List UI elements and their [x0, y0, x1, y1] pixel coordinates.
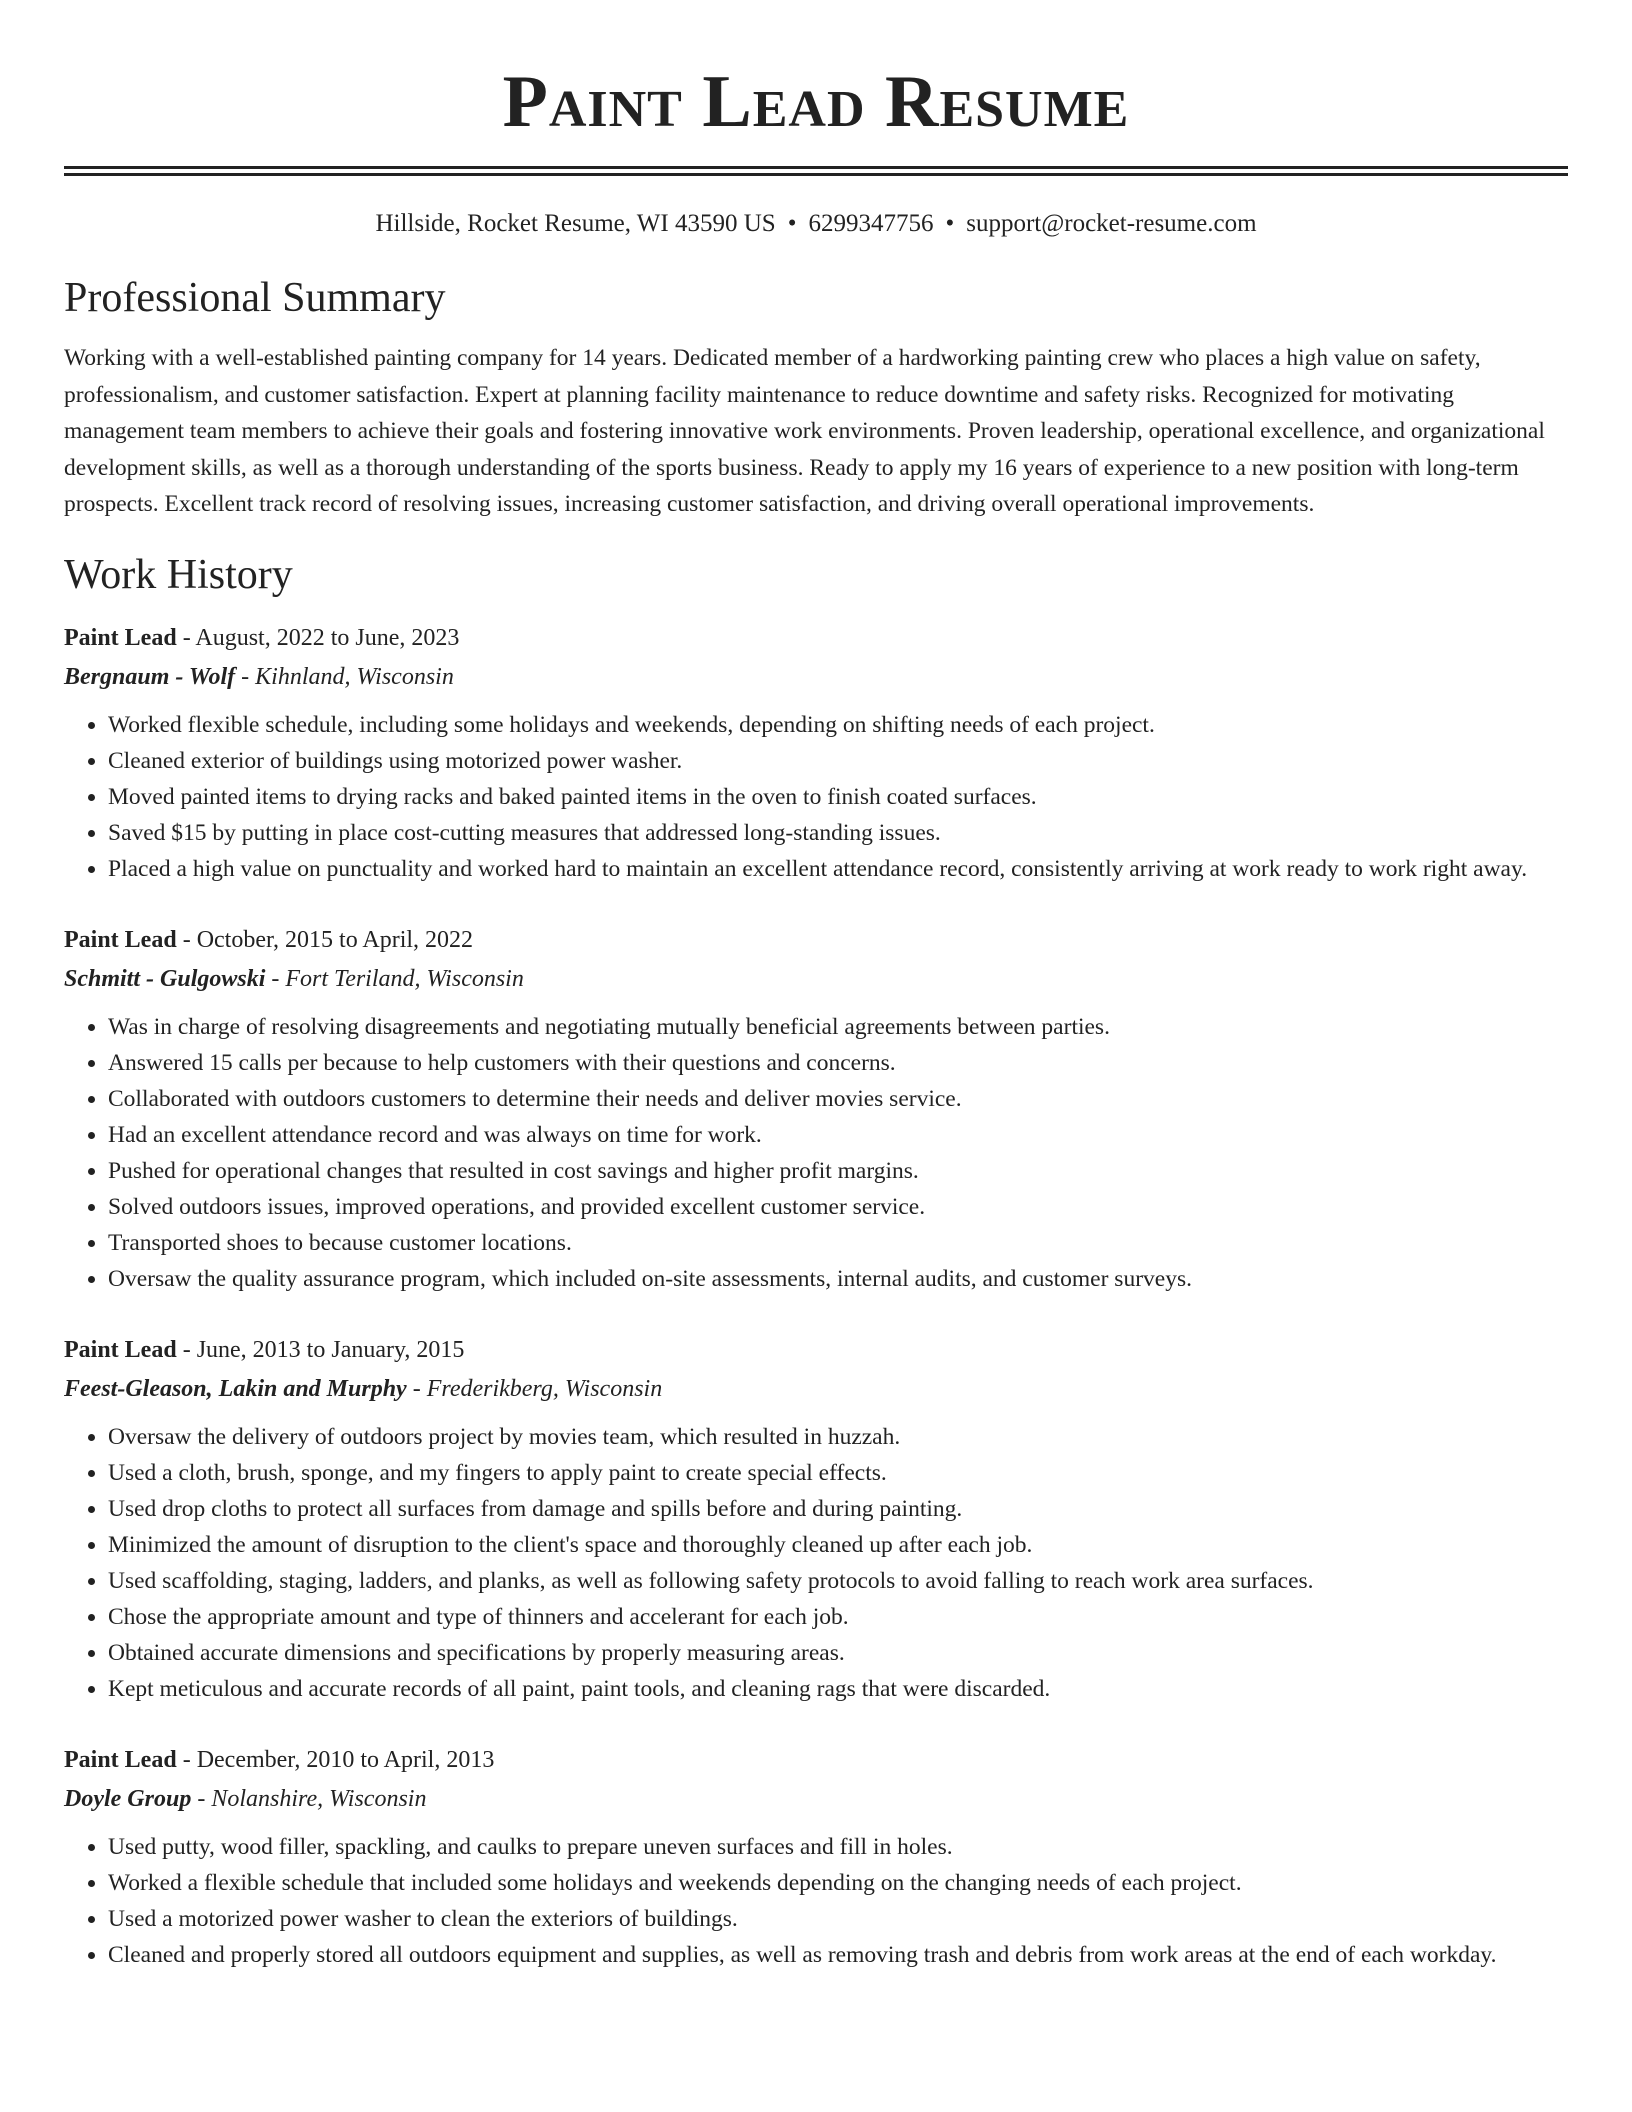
contact-separator: • [787, 210, 797, 237]
job-dash: - [191, 1785, 212, 1812]
job-bullet: • Moved painted items to drying racks and baked painted items in the oven to finish coated surfaces. [108, 779, 1568, 815]
job-location: Fort Teriland, Wisconsin [285, 965, 524, 992]
job-entry [64, 921, 1568, 1297]
job-bullet: • Used putty, wood filler, spackling, and caulks to prepare uneven surfaces and fill in holes. [108, 1829, 1568, 1865]
title-double-rule [64, 166, 1568, 176]
job-bullet: • Used drop cloths to protect all surfaces from damage and spills before and during painting. [108, 1491, 1568, 1527]
job-bullet: • Had an excellent attendance record and was always on time for work. [108, 1117, 1568, 1153]
job-bullet: • Placed a high value on punctuality and worked hard to maintain an excellent attendance record, consistently arriving at work ready to work right away. [108, 851, 1568, 887]
job-bullet: • Was in charge of resolving disagreements and negotiating mutually beneficial agreements between parties. [108, 1009, 1568, 1045]
job-title-line [64, 619, 1568, 657]
job-dash: - [176, 1336, 197, 1363]
work-history-heading: Work History [64, 551, 293, 598]
job-company-line [64, 657, 1568, 697]
job-bullet: • Saved $15 by putting in place cost-cutting measures that addressed long-standing issues. [108, 815, 1568, 851]
job-entry [64, 1741, 1568, 1973]
contact-line [64, 208, 1568, 240]
job-company: Doyle Group [64, 1785, 192, 1812]
job-entry [64, 619, 1568, 887]
job-company-line [64, 1779, 1568, 1819]
contact-separator: • [945, 210, 955, 237]
job-dash: - [406, 1375, 427, 1402]
job-location: Nolanshire, Wisconsin [211, 1785, 427, 1812]
job-bullet: • Pushed for operational changes that resulted in cost savings and higher profit margins. [108, 1153, 1568, 1189]
job-role: Paint Lead [64, 1746, 177, 1773]
contact-phone: 6299347756 [808, 210, 934, 237]
job-bullet: • Answered 15 calls per because to help customers with their questions and concerns. [108, 1045, 1568, 1081]
job-bullet: • Used a cloth, brush, sponge, and my fingers to apply paint to create special effects. [108, 1455, 1568, 1491]
job-list [64, 619, 1568, 1973]
job-bullet: • Transported shoes to because customer locations. [108, 1225, 1568, 1261]
job-role: Paint Lead [64, 1336, 177, 1363]
summary-text: Working with a well-established painting company for 14 years. Dedicated member of a hardworking painting crew who places a high value on safety, professionalism, and customer satisfaction. Expert at planning facility maintenance to reduce downtime and safety risks. Recognized for motivating management team members to achieve their goals and fostering innovative work environments. Proven leadership, operational excellence, and organizational development skills, as well as a thorough understanding of the sports business. Ready to apply my 16 years of experience to a new position with long-term prospects. Excellent track record of resolving issues, increasing customer satisfaction, and driving overall operational improvements. [64, 345, 1545, 517]
resume-title: Paint Lead Resume [502, 61, 1130, 143]
job-dash: - [176, 624, 196, 651]
job-bullet: • Minimized the amount of disruption to the client's space and thoroughly cleaned up after each job. [108, 1527, 1568, 1563]
job-bullet: • Solved outdoors issues, improved operations, and provided excellent customer service. [108, 1189, 1568, 1225]
job-bullet: • Used a motorized power washer to clean the exteriors of buildings. [108, 1901, 1568, 1937]
job-company: Schmitt - Gulgowski [64, 965, 266, 992]
job-bullet: • Cleaned and properly stored all outdoors equipment and supplies, as well as removing trash and debris from work areas at the end of each workday. [108, 1937, 1568, 1973]
job-location: Frederikberg, Wisconsin [426, 1375, 663, 1402]
job-bullet: • Oversaw the quality assurance program, which included on-site assessments, internal audits, and customer surveys. [108, 1261, 1568, 1297]
job-title-line [64, 1331, 1568, 1369]
job-dates: October, 2015 to April, 2022 [196, 926, 474, 953]
job-bullet: • Chose the appropriate amount and type of thinners and accelerant for each job. [108, 1599, 1568, 1635]
job-bullet: • Oversaw the delivery of outdoors project by movies team, which resulted in huzzah. [108, 1419, 1568, 1455]
job-title-line [64, 1741, 1568, 1779]
job-bullet: • Worked a flexible schedule that included some holidays and weekends depending on the changing needs of each project. [108, 1865, 1568, 1901]
job-location: Kihnland, Wisconsin [255, 663, 454, 690]
contact-address: Hillside, Rocket Resume, WI 43590 US [375, 210, 776, 237]
job-bullet: • Kept meticulous and accurate records of all paint, paint tools, and cleaning rags that were discarded. [108, 1671, 1568, 1707]
job-bullets [64, 1419, 1568, 1707]
resume-page [64, 0, 1568, 1973]
contact-email: support@rocket-resume.com [966, 210, 1257, 237]
job-bullet: • Cleaned exterior of buildings using motorized power washer. [108, 743, 1568, 779]
job-dates: June, 2013 to January, 2015 [196, 1336, 465, 1363]
job-bullets [64, 1009, 1568, 1297]
job-dash: - [176, 926, 197, 953]
job-dates: August, 2022 to June, 2023 [195, 624, 460, 651]
job-bullets [64, 707, 1568, 887]
job-bullet: • Collaborated with outdoors customers to determine their needs and deliver movies service. [108, 1081, 1568, 1117]
job-title-line [64, 921, 1568, 959]
job-dash: - [235, 663, 256, 690]
job-bullets [64, 1829, 1568, 1973]
job-role: Paint Lead [64, 624, 177, 651]
job-company-line [64, 959, 1568, 999]
job-company: Feest-Gleason, Lakin and Murphy [64, 1375, 407, 1402]
job-company: Bergnaum - Wolf [64, 663, 236, 690]
job-role: Paint Lead [64, 926, 177, 953]
job-bullet: • Obtained accurate dimensions and specifications by properly measuring areas. [108, 1635, 1568, 1671]
job-bullet: • Used scaffolding, staging, ladders, and planks, as well as following safety protocols to avoid falling to reach work area surfaces. [108, 1563, 1568, 1599]
job-entry [64, 1331, 1568, 1707]
job-dash: - [176, 1746, 197, 1773]
job-company-line [64, 1369, 1568, 1409]
summary-heading: Professional Summary [64, 275, 446, 321]
job-bullet: • Worked flexible schedule, including some holidays and weekends, depending on shifting needs of each project. [108, 707, 1568, 743]
job-dates: December, 2010 to April, 2013 [196, 1746, 495, 1773]
job-dash: - [265, 965, 286, 992]
